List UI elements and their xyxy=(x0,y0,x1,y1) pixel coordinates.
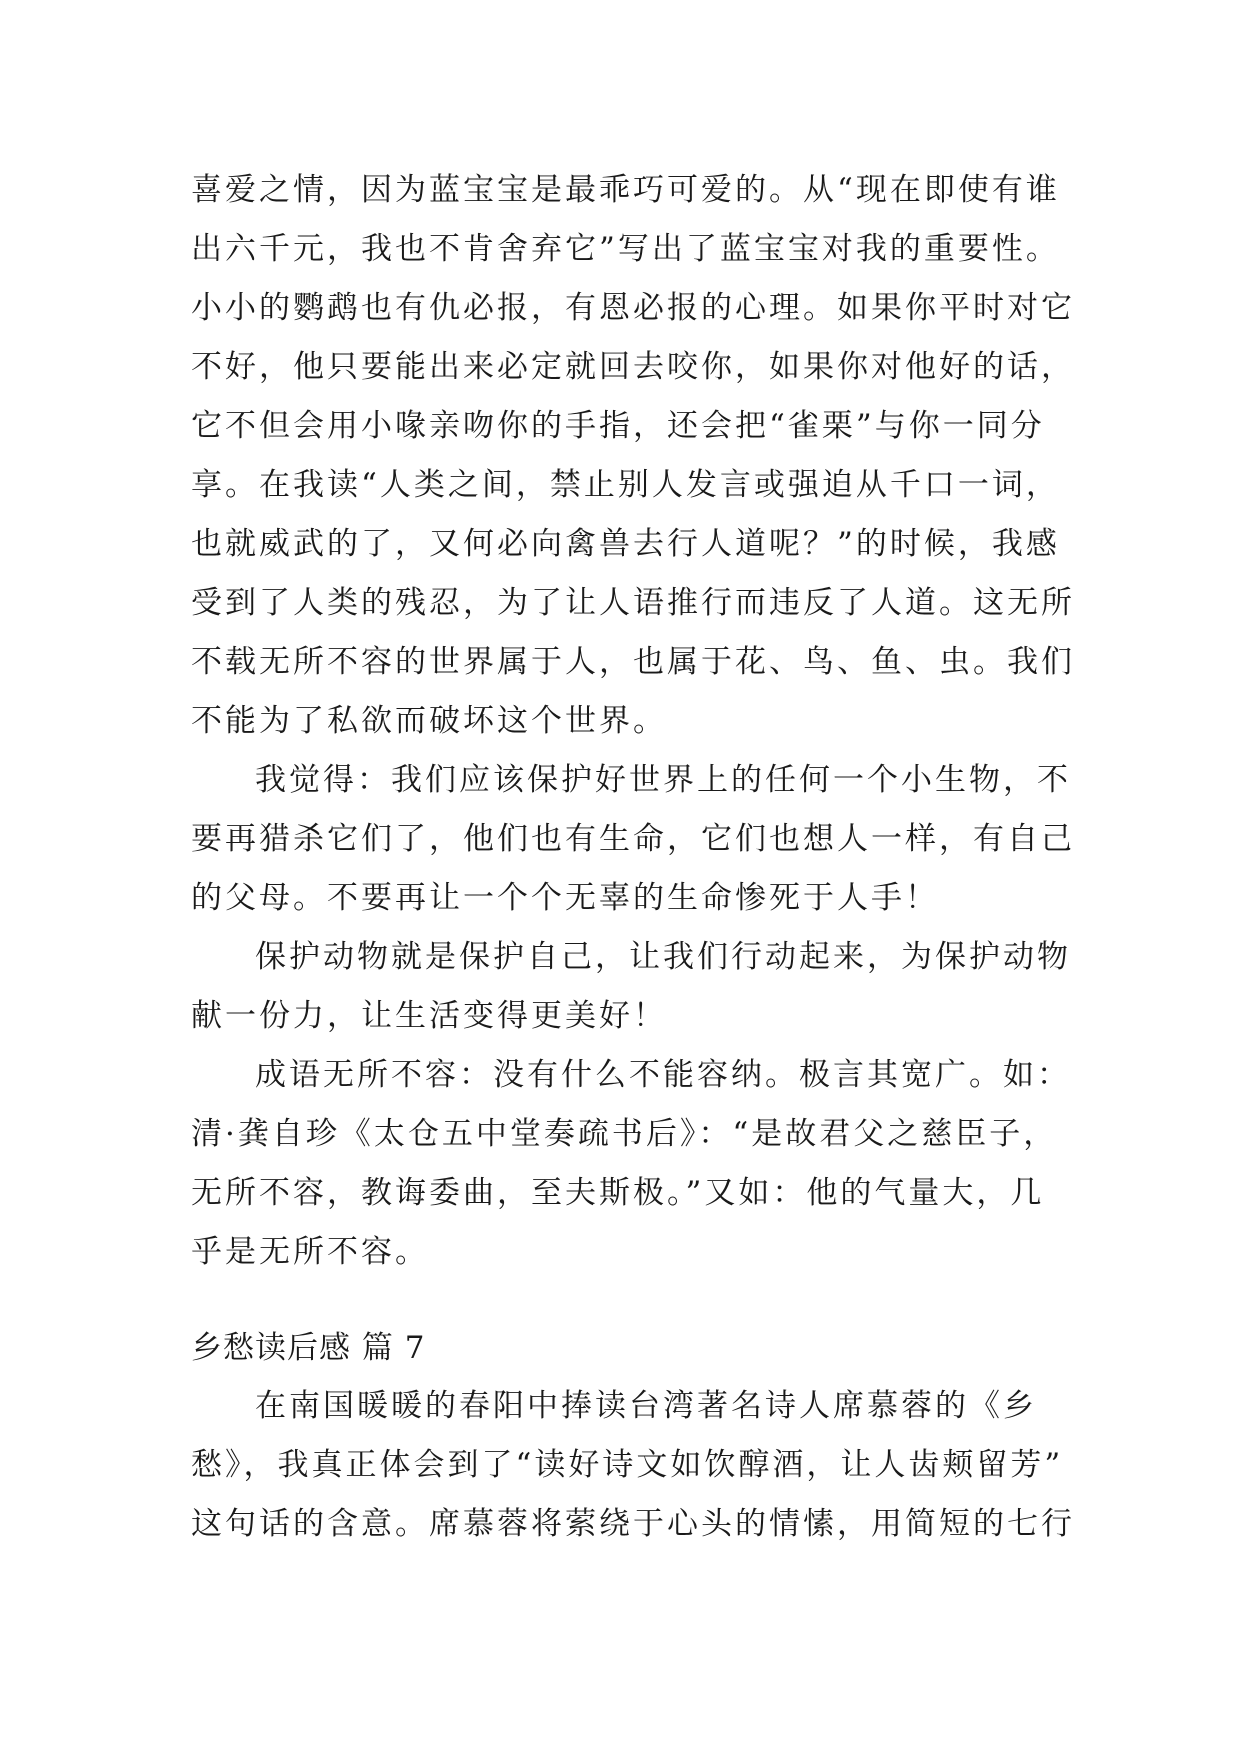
text-line: 受到了人类的残忍，为了让人语推行而违反了人道。这无所 xyxy=(191,585,1075,621)
paragraph-first-line: 成语无所不容：没有什么不能容纳。极言其宽广。如： xyxy=(255,1057,1071,1093)
text-line: 无所不容，教诲委曲，至夫斯极。”又如：他的气量大，几 xyxy=(191,1175,1045,1211)
text-line: 不载无所不容的世界属于人，也属于花、鸟、鱼、虫。我们 xyxy=(191,644,1075,680)
paragraph-first-line: 在南国暖暖的春阳中捧读台湾著名诗人席慕蓉的《乡 xyxy=(255,1388,1037,1424)
text-line: 要再猎杀它们了，他们也有生命，它们也想人一样，有自己 xyxy=(191,821,1075,857)
text-line: 不能为了私欲而破坏这个世界。 xyxy=(191,703,667,739)
paragraph-first-line: 保护动物就是保护自己，让我们行动起来，为保护动物 xyxy=(255,939,1071,975)
text-line: 清·龚自珍《太仓五中堂奏疏书后》：“是故君父之慈臣子， xyxy=(191,1116,1058,1152)
text-line: 出六千元，我也不肯舍弃它”写出了蓝宝宝对我的重要性。 xyxy=(191,231,1060,267)
text-line: 喜爱之情，因为蓝宝宝是最乖巧可爱的。从“现在即使有谁 xyxy=(191,172,1060,208)
text-line: 它不但会用小喙亲吻你的手指，还会把“雀栗”与你一同分 xyxy=(191,408,1045,444)
paragraph-first-line: 我觉得：我们应该保护好世界上的任何一个小生物，不 xyxy=(255,762,1071,798)
text-line: 享。在我读“人类之间，禁止别人发言或强迫从千口一词， xyxy=(191,467,1060,503)
text-line: 愁》，我真正体会到了“读好诗文如饮醇酒，让人齿颊留芳” xyxy=(191,1447,1064,1483)
text-line: 这句话的含意。席慕蓉将萦绕于心头的情愫，用简短的七行 xyxy=(191,1506,1075,1542)
text-line: 不好，他只要能出来必定就回去咬你，如果你对他好的话， xyxy=(191,349,1075,385)
text-line: 献一份力，让生活变得更美好！ xyxy=(191,998,667,1034)
text-line: 小小的鹦鹉也有仇必报，有恩必报的心理。如果你平时对它 xyxy=(191,290,1075,326)
text-line: 乎是无所不容。 xyxy=(191,1234,429,1270)
text-line: 的父母。不要再让一个个无辜的生命惨死于人手！ xyxy=(191,880,939,916)
text-line: 也就威武的了，又何必向禽兽去行人道呢？”的时候，我感 xyxy=(191,526,1060,562)
section-heading: 乡愁读后感 篇 7 xyxy=(191,1330,426,1366)
